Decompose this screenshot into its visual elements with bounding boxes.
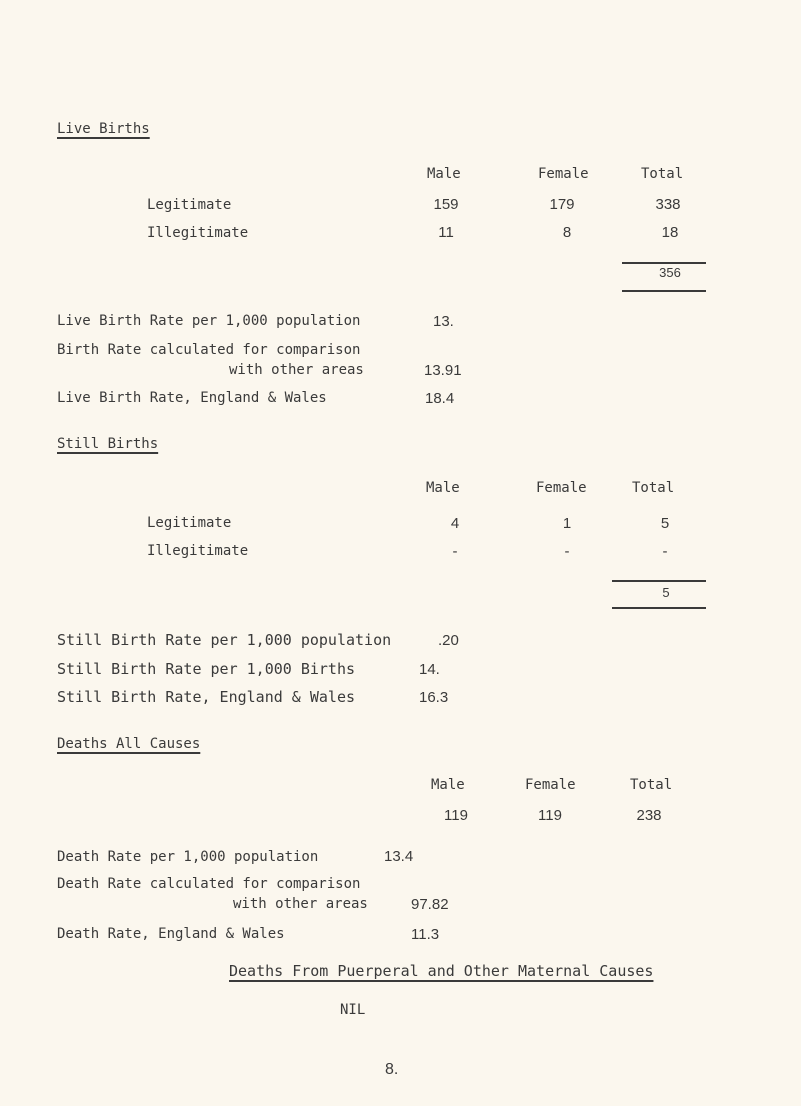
live-births-grand-total: 356	[659, 265, 681, 280]
live-births-legit-total: 338	[655, 196, 681, 213]
deaths-col-female: Female	[525, 777, 576, 793]
death-rate-england-value: 11.3	[411, 926, 440, 943]
still-births-col-male: Male	[426, 480, 460, 496]
deaths-col-total: Total	[630, 777, 673, 793]
maternal-value: NIL	[340, 1002, 366, 1018]
still-births-row-label: Legitimate	[147, 515, 232, 531]
still-births-grand-total: 5	[662, 585, 670, 600]
live-birth-rate-label: Live Birth Rate per 1,000 population	[57, 313, 361, 329]
birth-rate-comparison-label-cont: with other areas	[229, 362, 364, 378]
maternal-heading: Deaths From Puerperal and Other Maternal Causes	[229, 962, 654, 980]
still-births-col-female: Female	[536, 480, 587, 496]
live-births-legit-female: 179	[549, 196, 575, 213]
still-births-heading: Still Births	[57, 436, 159, 452]
live-births-legit-male: 159	[433, 196, 459, 213]
live-births-row-label: Legitimate	[147, 197, 232, 213]
still-birth-rate-england-label: Still Birth Rate, England & Wales	[57, 688, 356, 706]
death-rate-comparison-value: 97.82	[411, 896, 449, 913]
still-birth-rate-births-label: Still Birth Rate per 1,000 Births	[57, 660, 356, 678]
still-births-legit-female: 1	[562, 515, 572, 532]
death-rate-comparison-label-cont: with other areas	[233, 896, 368, 912]
still-births-total-rule-bottom	[612, 607, 706, 609]
still-births-illegit-female: -	[564, 543, 570, 560]
live-births-illegit-total: 18	[661, 224, 679, 241]
live-births-total-rule-top	[622, 262, 706, 264]
deaths-male: 119	[444, 807, 468, 824]
deaths-heading: Deaths All Causes	[57, 736, 201, 752]
still-births-legit-male: 4	[450, 515, 460, 532]
birth-rate-comparison-value: 13.91	[424, 362, 462, 379]
death-rate-value: 13.4	[384, 848, 414, 865]
death-rate-comparison-label: Death Rate calculated for comparison	[57, 876, 361, 892]
still-birth-rate-births-value: 14.	[419, 661, 440, 678]
live-births-illegit-male: 11	[438, 224, 454, 241]
live-births-row-label: Illegitimate	[147, 225, 249, 241]
live-births-col-female: Female	[538, 166, 589, 182]
death-rate-england-label: Death Rate, England & Wales	[57, 926, 285, 942]
live-birth-rate-england-label: Live Birth Rate, England & Wales	[57, 390, 327, 406]
still-births-col-total: Total	[632, 480, 675, 496]
deaths-total: 238	[636, 807, 662, 824]
live-births-heading: Live Births	[57, 121, 150, 137]
still-birth-rate-label: Still Birth Rate per 1,000 population	[57, 631, 392, 649]
deaths-female: 119	[538, 807, 562, 824]
birth-rate-comparison-label: Birth Rate calculated for comparison	[57, 342, 361, 358]
live-births-col-total: Total	[641, 166, 684, 182]
live-birth-rate-england-value: 18.4	[425, 390, 455, 407]
death-rate-label: Death Rate per 1,000 population	[57, 849, 319, 865]
live-birth-rate-value: 13.	[433, 313, 454, 330]
deaths-col-male: Male	[431, 777, 465, 793]
still-births-illegit-male: -	[452, 543, 458, 560]
still-birth-rate-value: .20	[438, 632, 459, 649]
still-births-legit-total: 5	[660, 515, 670, 532]
live-births-total-rule-bottom	[622, 290, 706, 292]
page-number: 8.	[385, 1061, 399, 1078]
still-births-row-label: Illegitimate	[147, 543, 249, 559]
still-births-illegit-total: -	[662, 543, 668, 560]
live-births-illegit-female: 8	[562, 224, 572, 241]
still-birth-rate-england-value: 16.3	[419, 689, 449, 706]
still-births-total-rule-top	[612, 580, 706, 582]
live-births-col-male: Male	[427, 166, 461, 182]
